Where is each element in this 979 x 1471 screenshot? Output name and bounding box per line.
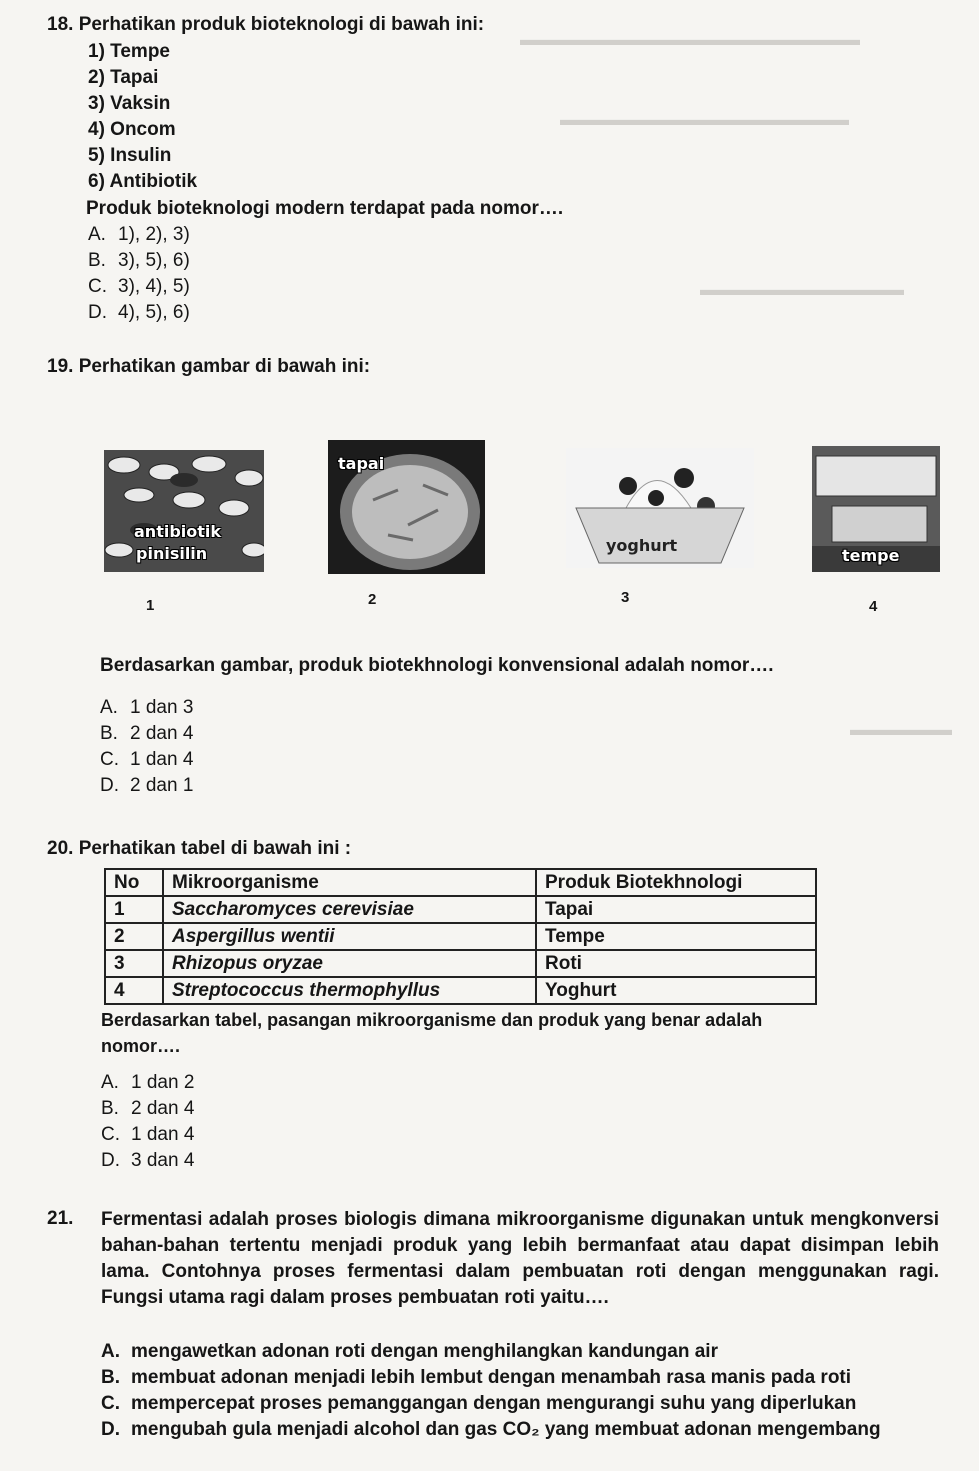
option-text: 1), 2), 3) [118,224,190,245]
option-text: 1 dan 4 [130,749,194,770]
q18-item: 5) Insulin [88,145,172,166]
tempe-image [812,446,940,572]
table-cell: Streptococcus thermophyllus [163,977,536,1004]
option-text: mempercepat proses pemanggangan dengan mengurangi suhu yang diperlukan [131,1393,857,1414]
option-letter: D. [88,302,107,323]
option-letter: D. [101,1419,120,1440]
option-letter: A. [101,1341,120,1362]
image-number: 1 [146,597,155,614]
q18-item: 4) Oncom [88,119,176,140]
table-cell: Roti [536,950,816,977]
q20-title: 20. Perhatikan tabel di bawah ini : [47,838,352,859]
table-cell: Tapai [536,896,816,923]
q21-option-a[interactable] [101,1341,718,1363]
table-cell: Yoghurt [536,977,816,1004]
image-label: tempe [842,546,900,565]
option-text: 3 dan 4 [131,1150,195,1171]
table-cell: 2 [105,923,163,950]
table-header: Produk Biotekhnologi [536,869,816,896]
table-row [105,896,816,923]
option-letter: C. [101,1124,120,1145]
option-letter: B. [88,250,106,271]
q20-option-c[interactable] [101,1124,194,1146]
q20-prompt: nomor…. [101,1036,180,1056]
option-text: membuat adonan menjadi lebih lembut dengan menambah rasa manis pada roti [131,1367,852,1388]
option-text: 2 dan 4 [131,1098,195,1119]
q18-item: 6) Antibiotik [88,171,198,192]
option-letter: C. [100,749,119,770]
table-cell: Rhizopus oryzae [163,950,536,977]
option-text: 3), 4), 5) [118,276,190,297]
option-text: 1 dan 2 [131,1072,195,1093]
table-header: Mikroorganisme [163,869,536,896]
option-text: 2 dan 1 [130,775,194,796]
q21-option-d[interactable] [101,1419,881,1441]
option-letter: C. [101,1393,120,1414]
q20-option-a[interactable] [101,1072,194,1094]
option-text: 2 dan 4 [130,723,194,744]
image-label: tapai [338,454,385,473]
image-label: pinisilin [136,544,208,563]
option-letter: B. [100,723,118,744]
table-cell: 4 [105,977,163,1004]
table-cell: Tempe [536,923,816,950]
q18-title: 18. Perhatikan produk bioteknologi di bawah ini: [47,14,485,35]
table-cell: Saccharomyces cerevisiae [163,896,536,923]
option-text: mengubah gula menjadi alcohol dan gas CO₂ yang membuat adonan mengembang [131,1419,881,1440]
option-letter: C. [88,276,107,297]
yoghurt-image [566,448,754,568]
option-text: 1 dan 3 [130,697,194,718]
option-letter: A. [100,697,118,718]
q18-option-d[interactable] [88,302,190,324]
option-letter: B. [101,1367,120,1388]
antibiotic-pills-image [104,450,264,572]
option-letter: D. [100,775,119,796]
q20-option-b[interactable] [101,1098,194,1120]
table-cell: 1 [105,896,163,923]
option-letter: B. [101,1098,119,1119]
tapai-image [328,440,485,574]
q18-item: 3) Vaksin [88,93,171,114]
image-number: 3 [621,589,630,606]
bleed-through: ▬▬▬▬▬▬▬▬▬▬▬▬▬▬▬▬▬▬▬▬ [520,30,860,49]
table-row [105,950,816,977]
q19-option-b[interactable] [100,723,193,745]
table-row [105,923,816,950]
option-text: 1 dan 4 [131,1124,195,1145]
image-label: antibiotik [134,522,222,541]
q18-option-a[interactable] [88,224,190,246]
q19-prompt: Berdasarkan gambar, produk biotekhnologi konvensional adalah nomor…. [100,655,774,676]
q18-prompt: Produk bioteknologi modern terdapat pada nomor…. [86,198,564,219]
table-header-row [105,869,816,896]
image-number: 4 [869,598,878,615]
option-text: 3), 5), 6) [118,250,190,271]
option-letter: A. [101,1072,119,1093]
q21-option-c[interactable] [101,1393,856,1415]
q18-option-c[interactable] [88,276,190,298]
table-row [105,977,816,1004]
q18-option-b[interactable] [88,250,190,272]
bleed-through: ▬▬▬▬▬▬▬▬▬▬▬▬ [700,280,904,299]
q19-title: 19. Perhatikan gambar di bawah ini: [47,356,371,377]
table-cell: Aspergillus wentii [163,923,536,950]
q20-prompt: Berdasarkan tabel, pasangan mikroorganisme dan produk yang benar adalah [101,1010,763,1030]
bleed-through: ▬▬▬▬▬▬ [850,720,952,739]
option-letter: D. [101,1150,120,1171]
q19-option-a[interactable] [100,697,193,719]
bleed-through: ▬▬▬▬▬▬▬▬▬▬▬▬▬▬▬▬▬ [560,110,849,129]
microorganism-table [104,868,817,1005]
q21-option-b[interactable] [101,1367,851,1389]
q21-paragraph: Fermentasi adalah proses biologis dimana mikroorganisme digunakan untuk mengkonversi bahan-bahan tertentu menjadi produk yang lebih bermanfaat atau dapat disimpan lebih lama. Contohnya proses fermentasi dalam pembuatan roti dengan menggunakan ragi. Fungsi utama ragi dalam proses pembuatan roti yaitu…. [101,1209,939,1308]
q20-option-d[interactable] [101,1150,194,1172]
option-text: 4), 5), 6) [118,302,190,323]
q19-option-c[interactable] [100,749,193,771]
table-header: No [105,869,163,896]
q21-number: 21. [47,1208,74,1229]
option-letter: A. [88,224,106,245]
image-label: yoghurt [606,536,678,555]
q18-item: 2) Tapai [88,67,159,88]
q18-item: 1) Tempe [88,41,171,62]
table-cell: 3 [105,950,163,977]
option-text: mengawetkan adonan roti dengan menghilangkan kandungan air [131,1341,718,1362]
q19-option-d[interactable] [100,775,193,797]
image-number: 2 [368,591,377,608]
